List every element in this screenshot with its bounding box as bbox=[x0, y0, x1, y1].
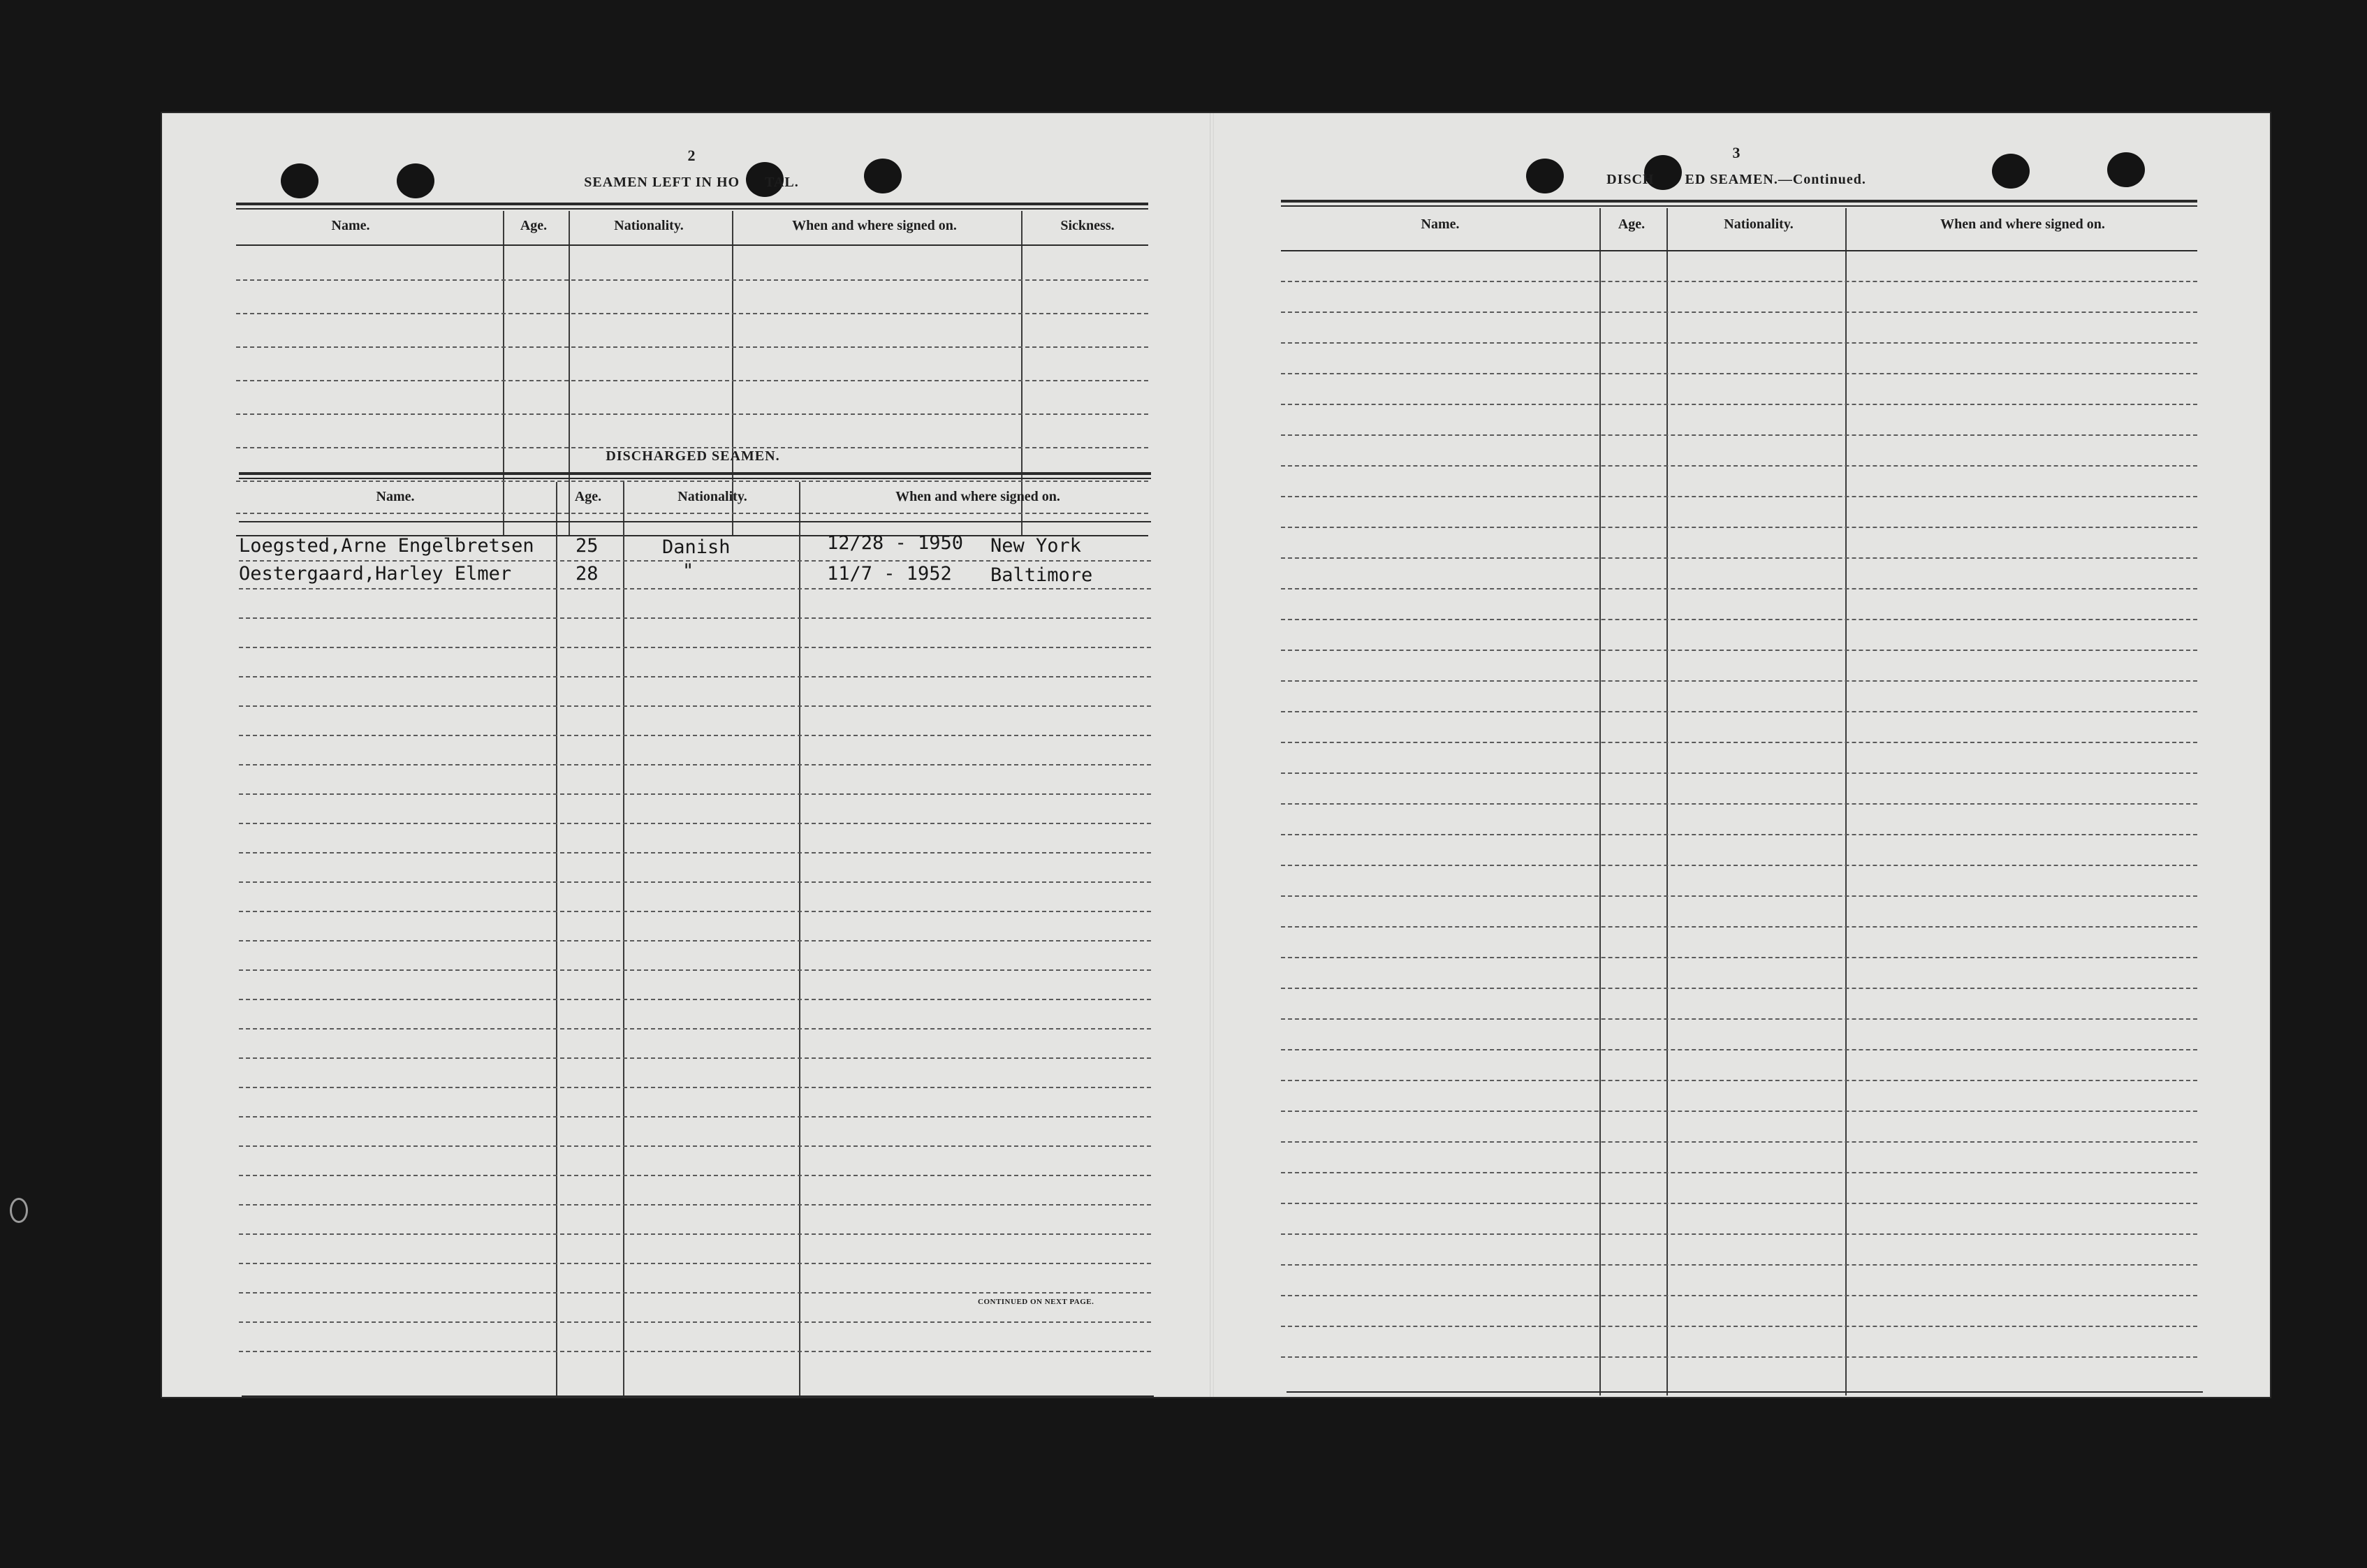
discharged-row-line bbox=[239, 1204, 1151, 1206]
continued-footer: CONTINUED ON NEXT PAGE. bbox=[978, 1298, 1094, 1306]
hospital-row-line bbox=[236, 279, 1148, 281]
hospital-row-line bbox=[236, 380, 1148, 381]
hospital-top-rule-2 bbox=[236, 208, 1148, 210]
right-top-rule bbox=[1281, 200, 2197, 203]
discharged-row-line bbox=[239, 1263, 1151, 1264]
hospital-col-signed-on: When and where signed on. bbox=[792, 218, 957, 233]
discharged-row-line bbox=[239, 1351, 1151, 1352]
right-row-line bbox=[1281, 1049, 2197, 1050]
hospital-col-age: Age. bbox=[520, 218, 548, 233]
discharged-row-line bbox=[239, 705, 1151, 707]
right-row-line bbox=[1281, 865, 2197, 866]
right-section-title bbox=[1606, 172, 1866, 188]
discharged-age-1: 25 bbox=[576, 535, 599, 557]
hospital-divider bbox=[569, 211, 570, 535]
discharged-row-line bbox=[239, 999, 1151, 1000]
right-row-line bbox=[1281, 465, 2197, 467]
discharged-row-line bbox=[239, 1321, 1151, 1323]
hospital-section-title bbox=[584, 175, 798, 191]
right-row-line bbox=[1281, 803, 2197, 805]
right-row-line bbox=[1281, 650, 2197, 651]
right-col-signed-on: When and where signed on. bbox=[1940, 217, 2105, 232]
right-row-line bbox=[1281, 1203, 2197, 1204]
hospital-row-line bbox=[236, 413, 1148, 415]
discharged-row-line bbox=[239, 1233, 1151, 1235]
discharged-row-line bbox=[239, 560, 1151, 562]
discharged-row-line bbox=[239, 1028, 1151, 1030]
discharged-divider bbox=[556, 482, 557, 1397]
discharged-top-rule bbox=[239, 472, 1151, 475]
right-row-line bbox=[1281, 1111, 2197, 1112]
right-row-line bbox=[1281, 1356, 2197, 1358]
discharged-date-1: 12/28 - 1950 bbox=[827, 532, 964, 554]
right-divider bbox=[1599, 208, 1601, 1395]
discharged-row-line bbox=[239, 852, 1151, 853]
right-row-line bbox=[1281, 434, 2197, 436]
hospital-col-sickness: Sickness. bbox=[1060, 218, 1115, 233]
discharged-row-line bbox=[239, 1175, 1151, 1176]
right-row-line bbox=[1281, 1172, 2197, 1173]
hospital-row-line bbox=[236, 346, 1148, 348]
discharged-col-name: Name. bbox=[376, 489, 415, 504]
discharged-bottom-rule bbox=[242, 1395, 1154, 1397]
hospital-title-end: TAL. bbox=[765, 175, 799, 190]
right-title-start: DISCH bbox=[1606, 172, 1655, 187]
discharged-row-line bbox=[239, 735, 1151, 736]
right-page-number: 3 bbox=[1732, 144, 1741, 161]
right-row-line bbox=[1281, 557, 2197, 559]
discharged-section-title: DISCHARGED SEAMEN. bbox=[606, 448, 780, 464]
document-sheet bbox=[162, 113, 2270, 1397]
discharged-age-2: 28 bbox=[576, 563, 599, 585]
hospital-row-line bbox=[236, 481, 1148, 482]
right-row-line bbox=[1281, 342, 2197, 344]
hospital-header-rule bbox=[236, 244, 1148, 246]
discharged-place-1: New York bbox=[990, 535, 1082, 557]
binder-clip bbox=[10, 1198, 28, 1223]
hospital-col-name: Name. bbox=[331, 218, 370, 233]
discharged-row-line bbox=[239, 793, 1151, 795]
discharged-divider bbox=[799, 482, 800, 1397]
right-row-line bbox=[1281, 957, 2197, 958]
right-row-line bbox=[1281, 711, 2197, 712]
right-row-line bbox=[1281, 680, 2197, 682]
punch-hole bbox=[1992, 154, 2030, 189]
right-bottom-rule bbox=[1287, 1391, 2203, 1393]
right-row-line bbox=[1281, 404, 2197, 405]
hospital-col-nationality: Nationality. bbox=[614, 218, 684, 233]
right-row-line bbox=[1281, 1080, 2197, 1081]
discharged-col-age: Age. bbox=[574, 489, 602, 504]
hospital-divider bbox=[732, 211, 733, 535]
discharged-col-signed-on: When and where signed on. bbox=[895, 489, 1060, 504]
punch-hole bbox=[281, 163, 318, 198]
hospital-row-line bbox=[236, 313, 1148, 314]
punch-hole bbox=[864, 159, 902, 193]
discharged-row-line bbox=[239, 1057, 1151, 1059]
right-row-line bbox=[1281, 496, 2197, 497]
discharged-row-line bbox=[239, 1145, 1151, 1147]
right-divider bbox=[1666, 208, 1668, 1395]
discharged-row-line bbox=[239, 823, 1151, 824]
discharged-row-line bbox=[239, 911, 1151, 912]
discharged-date-2: 11/7 - 1952 bbox=[827, 563, 952, 585]
right-row-line bbox=[1281, 772, 2197, 774]
discharged-row-line bbox=[239, 881, 1151, 883]
right-row-line bbox=[1281, 1326, 2197, 1327]
right-row-line bbox=[1281, 926, 2197, 928]
right-row-line bbox=[1281, 373, 2197, 374]
right-row-line bbox=[1281, 1295, 2197, 1296]
right-row-line bbox=[1281, 281, 2197, 282]
right-row-line bbox=[1281, 742, 2197, 743]
hospital-top-rule bbox=[236, 203, 1148, 205]
page-fold bbox=[1210, 113, 1214, 1397]
hospital-divider bbox=[503, 211, 504, 535]
right-col-name: Name. bbox=[1421, 217, 1460, 232]
right-row-line bbox=[1281, 527, 2197, 528]
discharged-row-line bbox=[239, 1116, 1151, 1118]
discharged-place-2: Baltimore bbox=[990, 564, 1093, 586]
right-col-nationality: Nationality. bbox=[1724, 217, 1794, 232]
right-row-line bbox=[1281, 988, 2197, 989]
right-row-line bbox=[1281, 895, 2197, 897]
discharged-row-line bbox=[239, 617, 1151, 619]
right-row-line bbox=[1281, 1264, 2197, 1266]
right-row-line bbox=[1281, 834, 2197, 835]
punch-hole bbox=[1526, 159, 1564, 193]
discharged-row-line bbox=[239, 1087, 1151, 1088]
punch-hole bbox=[2107, 152, 2145, 187]
right-row-line bbox=[1281, 588, 2197, 589]
discharged-row-line bbox=[239, 764, 1151, 765]
discharged-row-line bbox=[239, 940, 1151, 941]
hospital-row-line bbox=[236, 513, 1148, 514]
discharged-divider bbox=[623, 482, 624, 1397]
discharged-header-rule bbox=[239, 521, 1151, 522]
right-col-age: Age. bbox=[1618, 217, 1646, 232]
discharged-nationality-2: " bbox=[682, 560, 694, 582]
discharged-name-1: Loegsted,Arne Engelbretsen bbox=[239, 535, 534, 557]
hospital-divider bbox=[1021, 211, 1023, 535]
discharged-name-2: Oestergaard,Harley Elmer bbox=[239, 563, 512, 585]
discharged-row-line bbox=[239, 647, 1151, 648]
right-row-line bbox=[1281, 1233, 2197, 1235]
right-header-rule bbox=[1281, 250, 2197, 251]
punch-hole bbox=[397, 163, 434, 198]
discharged-row-line bbox=[239, 676, 1151, 677]
left-page-number: 2 bbox=[687, 147, 696, 164]
right-top-rule-2 bbox=[1281, 205, 2197, 207]
discharged-row-line bbox=[239, 1292, 1151, 1294]
hospital-title-start: SEAMEN LEFT IN HO bbox=[584, 175, 740, 190]
discharged-col-nationality: Nationality. bbox=[677, 489, 747, 504]
right-row-line bbox=[1281, 1018, 2197, 1020]
right-row-line bbox=[1281, 312, 2197, 313]
right-title-end: ED SEAMEN.—Continued. bbox=[1685, 172, 1866, 187]
discharged-row-line bbox=[239, 588, 1151, 589]
discharged-row-line bbox=[239, 969, 1151, 971]
right-row-line bbox=[1281, 1141, 2197, 1143]
right-row-line bbox=[1281, 619, 2197, 620]
right-divider bbox=[1845, 208, 1847, 1395]
discharged-top-rule-2 bbox=[239, 478, 1151, 479]
discharged-nationality-1: Danish bbox=[662, 536, 731, 558]
